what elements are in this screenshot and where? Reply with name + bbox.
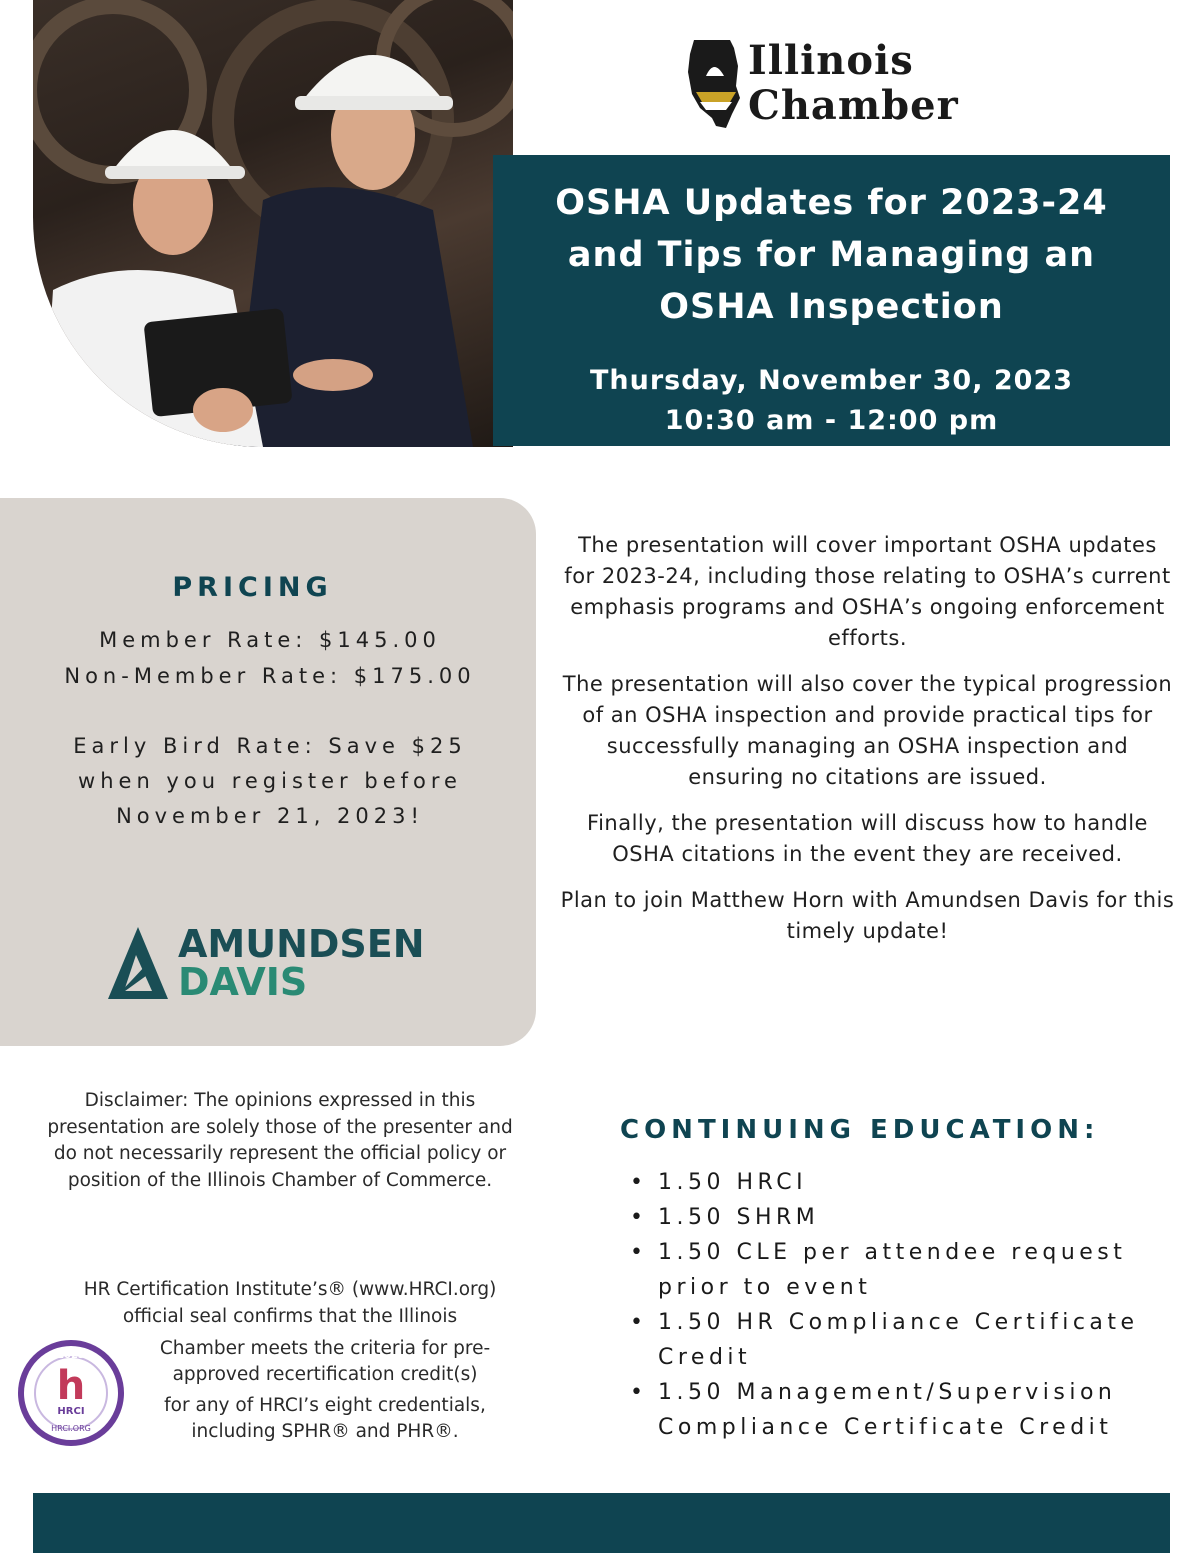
sponsor-line-2: DAVIS bbox=[178, 960, 308, 1004]
logo-wordmark bbox=[748, 38, 959, 128]
event-time: 10:30 am - 12:00 pm bbox=[664, 405, 999, 436]
hrci-line-4: approved recertification credit(s) bbox=[172, 1364, 478, 1385]
continuing-education-list bbox=[630, 1165, 1190, 1445]
bullet-icon: • bbox=[630, 1310, 648, 1335]
event-title: OSHA Updates for 2023-24 and Tips for Managing an OSHA Inspection bbox=[555, 183, 1108, 327]
description-paragraph-3: Finally, the presentation will discuss how to handle OSHA citations in the event they are received. bbox=[587, 811, 1148, 866]
hrci-line-5: for any of HRCI’s eight credentials, bbox=[164, 1395, 486, 1416]
hrci-line-2: official seal confirms that the Illinois bbox=[122, 1306, 458, 1327]
event-date: Thursday, November 30, 2023 bbox=[589, 365, 1074, 396]
non-member-rate: Non-Member Rate: $175.00 bbox=[64, 664, 476, 688]
early-bird-line-3: November 21, 2023! bbox=[116, 804, 424, 828]
ce-item bbox=[630, 1200, 1190, 1235]
bullet-icon: • bbox=[630, 1380, 648, 1405]
bullet-icon: • bbox=[630, 1170, 648, 1195]
ce-item-text: 1.50 HRCI bbox=[658, 1170, 808, 1195]
description-paragraph-4: Plan to join Matthew Horn with Amundsen Davis for this timely update! bbox=[560, 888, 1175, 943]
event-title-block bbox=[493, 155, 1170, 446]
logo-line-1: Illinois bbox=[748, 37, 914, 84]
illinois-state-icon bbox=[686, 36, 746, 131]
bullet-icon: • bbox=[630, 1205, 648, 1230]
early-bird-line-1: Early Bird Rate: Save $25 bbox=[73, 734, 467, 758]
pricing-card bbox=[0, 498, 536, 1046]
hrci-seal-letter: h bbox=[56, 1363, 86, 1409]
hrci-line-1: HR Certification Institute’s® (www.HRCI.org) bbox=[83, 1279, 497, 1300]
ce-item-text: 1.50 SHRM bbox=[658, 1205, 820, 1230]
pricing-heading: PRICING bbox=[172, 572, 333, 603]
illinois-chamber-logo bbox=[686, 36, 986, 131]
ce-item bbox=[630, 1375, 1190, 1445]
hrci-line-6: including SPHR® and PHR®. bbox=[191, 1421, 459, 1442]
disclaimer: Disclaimer: The opinions expressed in this presentation are solely those of the presenter and do not necessarily represent the official policy or position of the Illinois Chamber of Commerce. bbox=[47, 1090, 513, 1191]
continuing-education-heading: CONTINUING EDUCATION: bbox=[620, 1115, 1100, 1145]
hrci-seal-url: HRCI.ORG bbox=[51, 1424, 91, 1433]
ce-item bbox=[630, 1165, 1190, 1200]
hrci-seal-year: 2023 bbox=[57, 1350, 85, 1361]
ce-item-text: 1.50 CLE per attendee request prior to event bbox=[658, 1240, 1127, 1300]
ce-item-text: 1.50 HR Compliance Certificate Credit bbox=[658, 1310, 1139, 1370]
event-description bbox=[560, 530, 1175, 962]
bullet-icon: • bbox=[630, 1240, 648, 1265]
sponsor-line-1: AMUNDSEN bbox=[178, 922, 425, 966]
member-rate: Member Rate: $145.00 bbox=[99, 628, 441, 652]
hrci-seal bbox=[18, 1340, 124, 1446]
hrci-line-3: Chamber meets the criteria for pre- bbox=[159, 1338, 491, 1359]
description-paragraph-2: The presentation will also cover the typical progression of an OSHA inspection and provide practical tips for successfully managing an OSHA inspection and ensuring no citations are issued. bbox=[562, 672, 1173, 789]
description-paragraph-1: The presentation will cover important OSHA updates for 2023-24, including those relating to OSHA’s current emphasis programs and OSHA’s ongoing enforcement efforts. bbox=[564, 533, 1171, 650]
hero-photo bbox=[33, 0, 513, 447]
logo-line-2: Chamber bbox=[748, 82, 959, 129]
ce-item-text: 1.50 Management/Supervision Compliance Certificate Credit bbox=[658, 1380, 1117, 1440]
early-bird-line-2: when you register before bbox=[78, 769, 462, 793]
amundsen-davis-logo bbox=[106, 923, 426, 1003]
amundsen-triangle-icon bbox=[106, 925, 170, 1001]
footer-bar bbox=[33, 1493, 1170, 1553]
hrci-seal-label: HRCI bbox=[57, 1406, 85, 1417]
ce-item bbox=[630, 1305, 1190, 1375]
ce-item bbox=[630, 1235, 1190, 1305]
